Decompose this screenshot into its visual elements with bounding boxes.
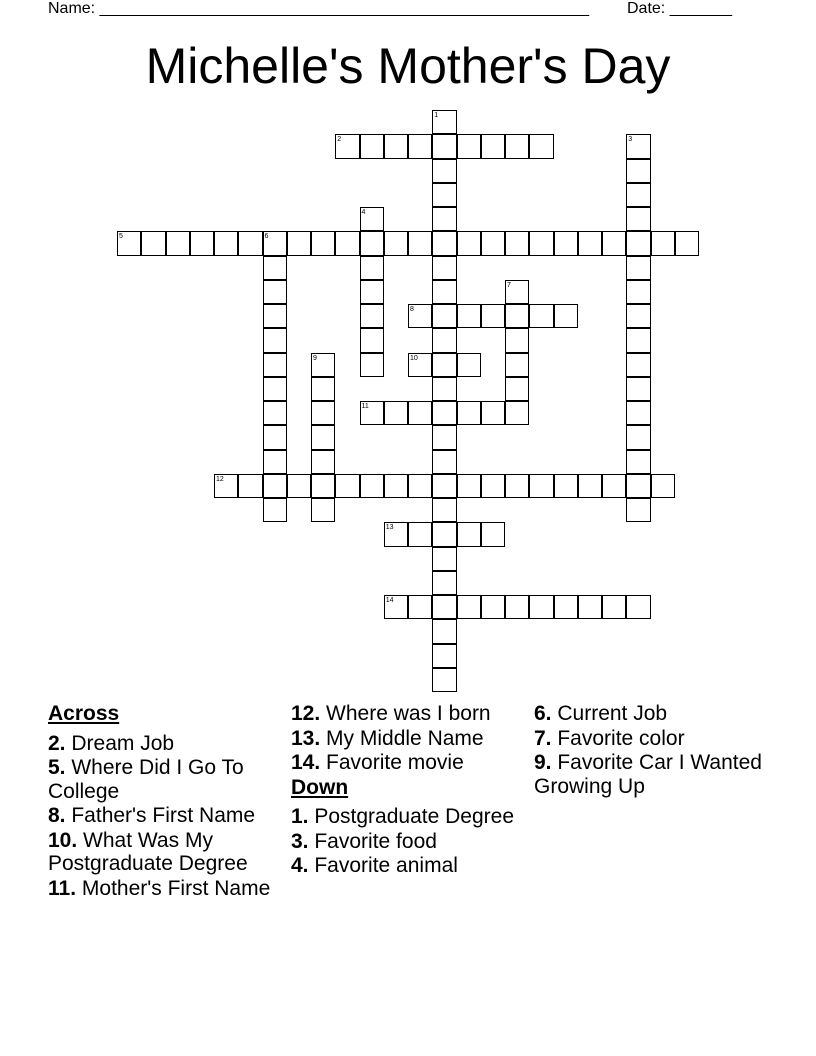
clue-number: 5 <box>119 233 123 241</box>
grid-cell[interactable] <box>263 474 287 498</box>
grid-cell[interactable] <box>432 377 456 401</box>
grid-cell[interactable] <box>360 134 384 158</box>
grid-cell[interactable] <box>457 522 481 546</box>
grid-cell[interactable] <box>432 474 456 498</box>
grid-cell[interactable] <box>481 522 505 546</box>
clue-across-2: 2. Dream Job <box>48 731 175 755</box>
grid-cell[interactable] <box>360 328 384 352</box>
clue-across-14: 14. Favorite movie <box>291 751 464 774</box>
clue-number: 13 <box>385 524 394 532</box>
grid-cell[interactable] <box>408 353 432 377</box>
clue-number: 9 <box>313 354 317 362</box>
grid-cell[interactable] <box>554 595 578 619</box>
grid-cell[interactable] <box>505 595 529 619</box>
clue-number: 14 <box>385 597 394 604</box>
grid-cell[interactable] <box>238 474 262 498</box>
grid-cell[interactable] <box>408 401 432 425</box>
grid-cell[interactable] <box>626 425 650 449</box>
clue-across-5: 5. Where Did I Go To College <box>48 756 244 803</box>
grid-cell[interactable] <box>554 231 578 255</box>
grid-cell[interactable] <box>311 425 335 449</box>
grid-cell[interactable] <box>457 595 481 619</box>
clue-down-7: 7. Favorite color <box>534 726 685 750</box>
down-heading: Down <box>291 775 349 799</box>
grid-cell[interactable] <box>360 280 384 304</box>
grid-cell[interactable] <box>408 595 432 619</box>
grid-cell[interactable] <box>360 353 384 377</box>
grid-cell[interactable] <box>505 231 529 255</box>
clue-number: 10 <box>410 354 418 362</box>
clue-across-12: 12. Where was I born <box>291 702 491 725</box>
grid-cell[interactable] <box>214 474 238 498</box>
grid-cell[interactable] <box>554 304 578 328</box>
grid-cell[interactable] <box>626 256 650 280</box>
grid-cell[interactable] <box>578 231 602 255</box>
grid-cell[interactable] <box>626 450 650 474</box>
date-field: Date: _______ <box>627 0 732 17</box>
clue-across-10: 10. What Was My Postgraduate Degree <box>48 828 248 875</box>
grid-cell[interactable] <box>457 401 481 425</box>
grid-cell[interactable] <box>432 207 456 231</box>
grid-cell[interactable] <box>432 353 456 377</box>
clue-down-3: 3. Favorite food <box>291 829 437 853</box>
grid-cell[interactable] <box>432 134 456 158</box>
grid-cell[interactable] <box>505 304 529 328</box>
grid-cell[interactable] <box>626 328 650 352</box>
grid-cell[interactable] <box>505 280 529 304</box>
grid-cell[interactable] <box>505 377 529 401</box>
grid-cell[interactable] <box>505 328 529 352</box>
grid-cell[interactable] <box>263 328 287 352</box>
grid-cell[interactable] <box>626 159 650 183</box>
grid-cell[interactable] <box>529 134 553 158</box>
grid-cell[interactable] <box>626 280 650 304</box>
grid-cell[interactable] <box>335 474 359 498</box>
grid-cell[interactable] <box>311 377 335 401</box>
grid-cell[interactable] <box>529 474 553 498</box>
grid-cell[interactable] <box>505 134 529 158</box>
grid-cell[interactable] <box>626 377 650 401</box>
page-title: Michelle's Mother's Day <box>145 38 671 94</box>
grid-cell[interactable] <box>481 474 505 498</box>
clue-across-11: 11. Mother's First Name <box>48 876 271 900</box>
grid-cell[interactable] <box>432 644 456 668</box>
grid-cell[interactable] <box>505 401 529 425</box>
grid-cell[interactable] <box>263 425 287 449</box>
grid-cell[interactable] <box>626 401 650 425</box>
clue-across-13: 13. My Middle Name <box>291 726 484 750</box>
grid-cell[interactable] <box>117 231 141 255</box>
grid-cell[interactable] <box>263 498 287 522</box>
grid-cell[interactable] <box>263 450 287 474</box>
grid-cell[interactable] <box>287 231 311 255</box>
grid-cell[interactable] <box>408 304 432 328</box>
grid-cell[interactable] <box>481 595 505 619</box>
grid-cell[interactable] <box>432 547 456 571</box>
grid-cell[interactable] <box>626 183 650 207</box>
grid-cell[interactable] <box>214 231 238 255</box>
grid-cell[interactable] <box>384 401 408 425</box>
grid-cell[interactable] <box>626 353 650 377</box>
across-heading: Across <box>48 702 120 725</box>
grid-cell[interactable] <box>238 231 262 255</box>
grid-cell[interactable] <box>335 231 359 255</box>
grid-cell[interactable] <box>626 304 650 328</box>
clues-column-1 <box>48 702 288 901</box>
grid-cell[interactable] <box>311 353 335 377</box>
grid-cell[interactable] <box>360 474 384 498</box>
grid-cell[interactable] <box>384 522 408 546</box>
grid-cell[interactable] <box>432 619 456 643</box>
grid-cell[interactable] <box>263 256 287 280</box>
grid-cell[interactable] <box>578 474 602 498</box>
grid-cell[interactable] <box>384 595 408 619</box>
grid-cell[interactable] <box>457 353 481 377</box>
grid-cell[interactable] <box>432 595 456 619</box>
clue-number: 12 <box>216 475 224 483</box>
grid-cell[interactable] <box>626 474 650 498</box>
grid-cell[interactable] <box>602 595 626 619</box>
grid-cell[interactable] <box>481 134 505 158</box>
grid-cell[interactable] <box>408 134 432 158</box>
clue-number: 7 <box>507 281 511 289</box>
grid-cell[interactable] <box>311 450 335 474</box>
grid-cell[interactable] <box>263 353 287 377</box>
clues-column-2 <box>291 702 531 879</box>
grid-cell[interactable] <box>408 231 432 255</box>
grid-cell[interactable] <box>457 304 481 328</box>
grid-cell[interactable] <box>457 474 481 498</box>
grid-cell[interactable] <box>626 207 650 231</box>
grid-cell[interactable] <box>626 498 650 522</box>
grid-cell[interactable] <box>263 304 287 328</box>
grid-cell[interactable] <box>384 231 408 255</box>
grid-cell[interactable] <box>626 231 650 255</box>
grid-cell[interactable] <box>311 401 335 425</box>
grid-cell[interactable] <box>505 353 529 377</box>
grid-cell[interactable] <box>602 474 626 498</box>
grid-cell[interactable] <box>602 231 626 255</box>
grid-cell[interactable] <box>481 304 505 328</box>
grid-cell[interactable] <box>457 231 481 255</box>
grid-cell[interactable] <box>554 474 578 498</box>
grid-cell[interactable] <box>481 401 505 425</box>
clues-column-3 <box>534 702 794 799</box>
grid-cell[interactable] <box>432 401 456 425</box>
grid-cell[interactable] <box>360 304 384 328</box>
grid-cell[interactable] <box>141 231 165 255</box>
grid-cell[interactable] <box>529 231 553 255</box>
grid-cell[interactable] <box>578 595 602 619</box>
clue-number: 11 <box>361 403 369 410</box>
grid-cell[interactable] <box>384 134 408 158</box>
clue-across-8: 8. Father's First Name <box>48 804 256 827</box>
grid-cell[interactable] <box>675 231 699 255</box>
clue-number: 8 <box>410 306 414 313</box>
grid-cell[interactable] <box>263 377 287 401</box>
grid-cell[interactable] <box>626 134 650 158</box>
grid-cell[interactable] <box>529 304 553 328</box>
grid-cell[interactable] <box>263 231 287 255</box>
clue-number: 1 <box>434 112 439 119</box>
grid-cell[interactable] <box>457 134 481 158</box>
grid-cell[interactable] <box>335 134 359 158</box>
grid-cell[interactable] <box>384 474 408 498</box>
grid-cell[interactable] <box>432 110 456 134</box>
clue-down-6: 6. Current Job <box>534 702 668 725</box>
grid-cell[interactable] <box>432 522 456 546</box>
grid-cell[interactable] <box>432 183 456 207</box>
grid-cell[interactable] <box>166 231 190 255</box>
grid-cell[interactable] <box>651 474 675 498</box>
grid-cell[interactable] <box>651 231 675 255</box>
grid-cell[interactable] <box>287 474 311 498</box>
clue-down-9: 9. Favorite Car I Wanted Growing Up <box>534 751 762 798</box>
grid-cell[interactable] <box>432 668 456 692</box>
grid-cell[interactable] <box>432 231 456 255</box>
grid-cell[interactable] <box>529 595 553 619</box>
grid-cell[interactable] <box>505 474 529 498</box>
grid-cell[interactable] <box>360 401 384 425</box>
grid-cell[interactable] <box>432 256 456 280</box>
grid-cell[interactable] <box>311 498 335 522</box>
clue-number: 4 <box>361 209 366 216</box>
grid-cell[interactable] <box>481 231 505 255</box>
grid-cell[interactable] <box>360 256 384 280</box>
grid-cell[interactable] <box>432 328 456 352</box>
grid-cell[interactable] <box>432 571 456 595</box>
clue-down-1: 1. Postgraduate Degree <box>291 805 514 828</box>
grid-cell[interactable] <box>360 231 384 255</box>
grid-cell[interactable] <box>311 231 335 255</box>
name-field: Name: _______________________________________________________ <box>48 0 589 17</box>
grid-cell[interactable] <box>432 280 456 304</box>
grid-cell[interactable] <box>626 595 650 619</box>
grid-cell[interactable] <box>408 522 432 546</box>
clue-number: 3 <box>628 136 633 144</box>
grid-cell[interactable] <box>263 280 287 304</box>
grid-cell[interactable] <box>432 304 456 328</box>
grid-cell[interactable] <box>408 474 432 498</box>
clue-number: 6 <box>264 233 269 241</box>
grid-cell[interactable] <box>432 450 456 474</box>
clue-number: 2 <box>337 136 342 144</box>
grid-cell[interactable] <box>432 498 456 522</box>
grid-cell[interactable] <box>190 231 214 255</box>
grid-cell[interactable] <box>432 425 456 449</box>
grid-cell[interactable] <box>360 207 384 231</box>
grid-cell[interactable] <box>263 401 287 425</box>
grid-cell[interactable] <box>432 159 456 183</box>
grid-cell[interactable] <box>311 474 335 498</box>
clue-down-4: 4. Favorite animal <box>291 854 458 877</box>
